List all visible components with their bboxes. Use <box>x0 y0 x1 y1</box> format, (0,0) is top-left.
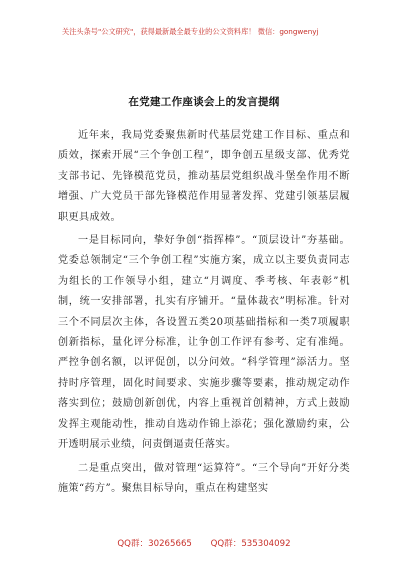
paragraph-point-one: 一是目标同向，挚好争创“指挥棒”。“顶层设计”夯基础。党委总领制定“三个争创工程”实施方案，成立以主要负责同志为组长的工作领导小组，建立“月调度、季考核、年表彰”机制，统一安排部署，扎实有序铺开。“量体裁衣”明标准。针对三个不同层次主体，各设置五类20项基础指标和一类7项履职创新指标，量化评分标准，让争创工作评有参考、定有准绳。严控争创名额，以评促创，以分问效。“科学管理”添活力。坚持时序管理，固化时间要求、实施步骤等要素，推动规定动作落实到位；鼓励创新创优，内容上重视首创精神，方式上鼓励发挥主观能动性，推动自选动作锦上添花；强化激励约束，公开透明展示业绩，问责倒逼责任落实。 <box>58 235 350 451</box>
paragraph-point-two: 二是重点突出，做对管理“运算符”。“三个导向”开好分类施策“药方”。聚焦目标导向，重点在构建坚实 <box>58 462 350 494</box>
document-title: 在党建工作座谈会上的发言提纲 <box>128 96 280 108</box>
footer-contact <box>0 537 408 549</box>
paragraph-intro: 近年来，我局党委聚焦新时代基层党建工作目标、重点和质效，探索开展“三个争创工程”，即争创五星级支部、优秀党支部书记、先锋模范党员，推动基层党组织战斗堡垒作用不断增强、广大党员干部先锋模范作用显著发挥、党建引领基层履职更具成效。 <box>58 130 350 223</box>
header-promo-note: 关注头条号"公文研究"，获得最新最全最专业的公文资料库！ 微信：gongwenyj <box>62 27 319 36</box>
footer-qq-group-2: QQ群：535304092 <box>210 539 291 549</box>
footer-qq-group-1: QQ群：30265665 <box>117 539 192 549</box>
document-body <box>58 126 350 502</box>
